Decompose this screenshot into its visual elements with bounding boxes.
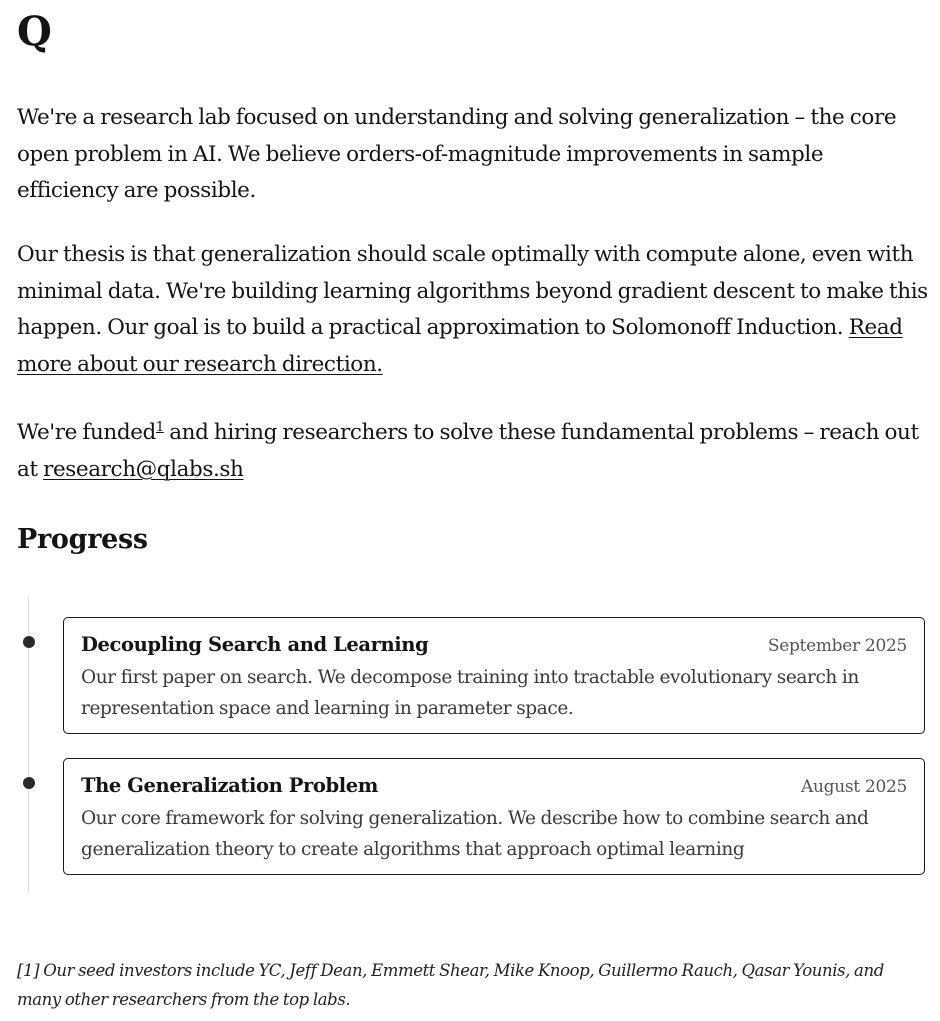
progress-card-description: Our core framework for solving generalization. We describe how to combine search and generalization theory to create algorithms that approach optimal learning (81, 808, 869, 860)
intro-paragraph-1: We're a research lab focused on understanding and solving generalization – the core open problem in AI. We believe orders-of-magnitude improvements in sample efficiency are possible. (17, 105, 897, 204)
logo[interactable]: Q (17, 8, 52, 55)
footnote-ref (156, 420, 164, 435)
progress-card-title: Decoupling Search and Learning (81, 633, 429, 656)
intro-paragraph-2 (17, 237, 929, 384)
contact-email-link[interactable]: research@qlabs.sh (43, 456, 244, 482)
footnote-ref-link[interactable]: 1 (155, 419, 164, 435)
timeline-dot (23, 777, 35, 789)
intro-paragraph-3 (17, 415, 929, 488)
research-direction-link[interactable]: Read more about our research direction. (17, 315, 903, 378)
progress-card-date: August 2025 (801, 777, 907, 797)
timeline-dot (23, 636, 35, 648)
progress-card[interactable] (63, 617, 925, 734)
footnote: [1] Our seed investors include YC, Jeff Dean, Emmett Shear, Mike Knoop, Guillermo Rauch, Qasar Younis, and many other researchers from the top labs. (17, 961, 884, 1009)
progress-card-title: The Generalization Problem (81, 774, 378, 797)
intro-paragraph-2-text: Our thesis is that generalization should scale optimally with compute alone, even with minimal data. We're building learning algorithms beyond gradient descent to make this happen. Our goal is to build a practical approximation to Solomonoff Induction. (17, 242, 928, 341)
funded-text: We're funded (17, 420, 156, 445)
progress-card-description: Our first paper on search. We decompose training into tractable evolutionary search in representation space and learning in parameter space. (81, 667, 859, 719)
progress-card-date: September 2025 (767, 636, 907, 656)
hiring-text: and hiring researchers to solve these fundamental problems – reach out at (17, 420, 919, 482)
progress-heading: Progress (17, 524, 148, 555)
progress-card[interactable] (63, 758, 925, 875)
